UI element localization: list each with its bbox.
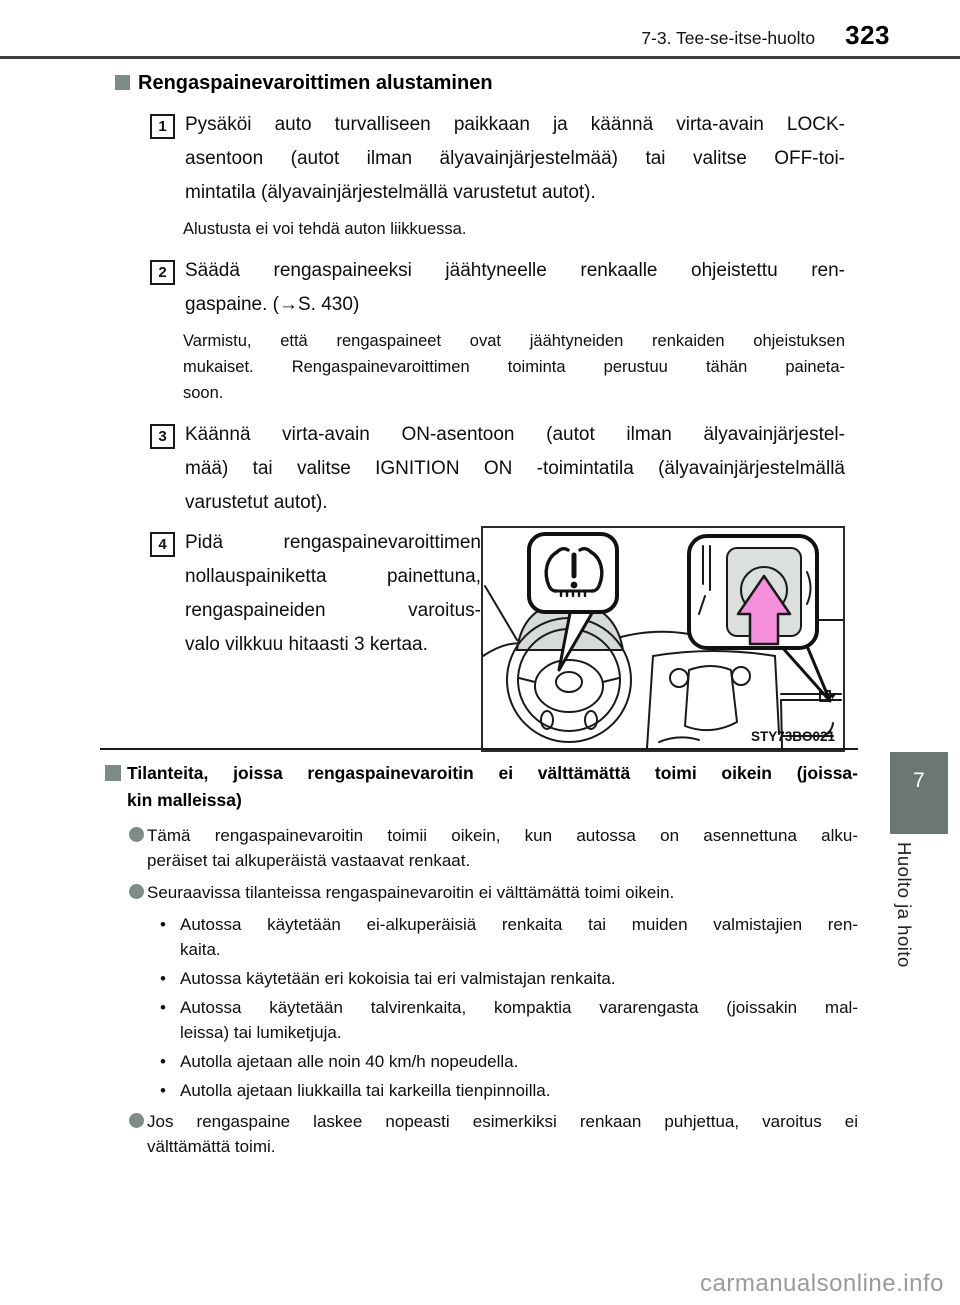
step-3-text: Käännä virta-avain ON-asentoon (autot ilman älyavainjärjestel- mää) tai valitse IGNITION ON -toimintatila (älyavainjärjestelmällä varustetut autot). xyxy=(185,424,845,513)
console-left-edge xyxy=(647,656,653,748)
a-pillar-line xyxy=(485,586,517,640)
sub-bullet-1: • Autossa käytetään ei-alkuperäisiä renkaita tai muiden valmistajien ren- kaita. xyxy=(105,912,858,962)
step-1 xyxy=(150,108,845,210)
note-after-step-1: Alustusta ei voi tehdä auton liikkuessa. xyxy=(183,220,467,238)
callout-tail-reset-button xyxy=(781,646,830,701)
dashboard-illustration xyxy=(481,526,845,752)
step-number-box: 2 xyxy=(150,260,175,285)
section-limitations xyxy=(105,760,858,1166)
console-knob-left xyxy=(670,669,688,687)
dashboard-figure-svg xyxy=(483,528,843,750)
bullet-item-2: Seuraavissa tilanteissa rengaspainevaroitin ei välttämättä toimi oikein. xyxy=(105,880,858,905)
step-number-box: 1 xyxy=(150,114,175,139)
sub-bullet-4: • Autolla ajetaan alle noin 40 km/h nopeudella. xyxy=(105,1049,858,1074)
step-number-box: 3 xyxy=(150,424,175,449)
figure-label: STY73BO021 xyxy=(750,729,835,744)
section-reference: 7-3. Tee-se-itse-huolto xyxy=(641,28,816,48)
sub-bullet-5: • Autolla ajetaan liukkailla tai karkeilla tienpinnoilla. xyxy=(105,1078,858,1103)
step-4-row xyxy=(150,526,845,752)
bullet-item-1: Tämä rengaspainevaroitin toimii oikein, kun autossa on asennettuna alku- peräiset tai alkuperäistä vastaavat renkaat. xyxy=(105,823,858,873)
circle-bullet-icon xyxy=(129,827,144,842)
square-bullet-icon xyxy=(105,765,121,781)
limitations-title: Tilanteita, joissa rengaspainevaroitin ei välttämättä toimi oikein (joissa- kin malleissa) xyxy=(105,760,858,814)
console-bottom-line xyxy=(659,737,699,742)
section-title: Rengaspainevaroittimen alustaminen xyxy=(115,70,845,96)
circle-bullet-icon xyxy=(129,884,144,899)
section-reset-procedure xyxy=(115,70,845,752)
watermark: carmanualsonline.info xyxy=(700,1270,944,1297)
console-top xyxy=(653,651,775,656)
step-4-text: Pidä rengaspainevaroittimen nollauspainiketta painettuna, rengaspaineiden varoitus- valo vilkkuu hitaasti 3 kertaa. xyxy=(185,532,481,655)
dash-top-line-center xyxy=(617,632,689,638)
step-2 xyxy=(150,254,845,322)
console-right-edge xyxy=(775,656,779,734)
step-1-text: Pysäköi auto turvalliseen paikkaan ja käännä virta-avain LOCK- asentoon (autot ilman älyavainjärjestelmää) tai valitse OFF-toi- mintatila (älyavainjärjestelmällä varustetut autot). xyxy=(185,114,845,203)
page-number: 323 xyxy=(845,20,890,50)
sub-bullet-3: • Autossa käytetään talvirenkaita, kompaktia vararengasta (joissakin mal- leissa) tai lumiketjuja. xyxy=(105,995,858,1045)
step-2-text: Säädä rengaspaineeksi jäähtyneelle renkaalle ohjeistettu ren- gaspaine. (→S. 430) xyxy=(185,260,845,315)
page-header xyxy=(0,0,960,56)
circle-bullet-icon xyxy=(129,1113,144,1128)
step-number-box: 4 xyxy=(150,532,175,557)
chapter-tab: 7 xyxy=(890,752,948,834)
header-rule xyxy=(0,56,960,59)
step-3 xyxy=(150,418,845,520)
chapter-label-vertical: Huolto ja hoito xyxy=(894,842,915,968)
section-divider-rule xyxy=(100,748,858,750)
sub-bullet-2: • Autossa käytetään eri kokoisia tai eri valmistajan renkaita. xyxy=(105,966,858,991)
steering-wheel-hub xyxy=(535,660,603,712)
console-opening xyxy=(685,666,737,730)
bullet-item-3: Jos rengaspaine laskee nopeasti esimerkiksi renkaan puhjettua, varoitus ei välttämättä toimi. xyxy=(105,1109,858,1159)
sub-bullet-list xyxy=(105,912,858,1103)
console-knob-right xyxy=(732,667,750,685)
square-bullet-icon xyxy=(115,75,130,90)
note-after-step-2: Varmistu, että rengaspaineet ovat jäähtyneiden renkaiden ohjeistuksen mukaiset. Rengaspainevaroittimen toiminta perustuu tähän paineta- soon. xyxy=(183,332,845,402)
